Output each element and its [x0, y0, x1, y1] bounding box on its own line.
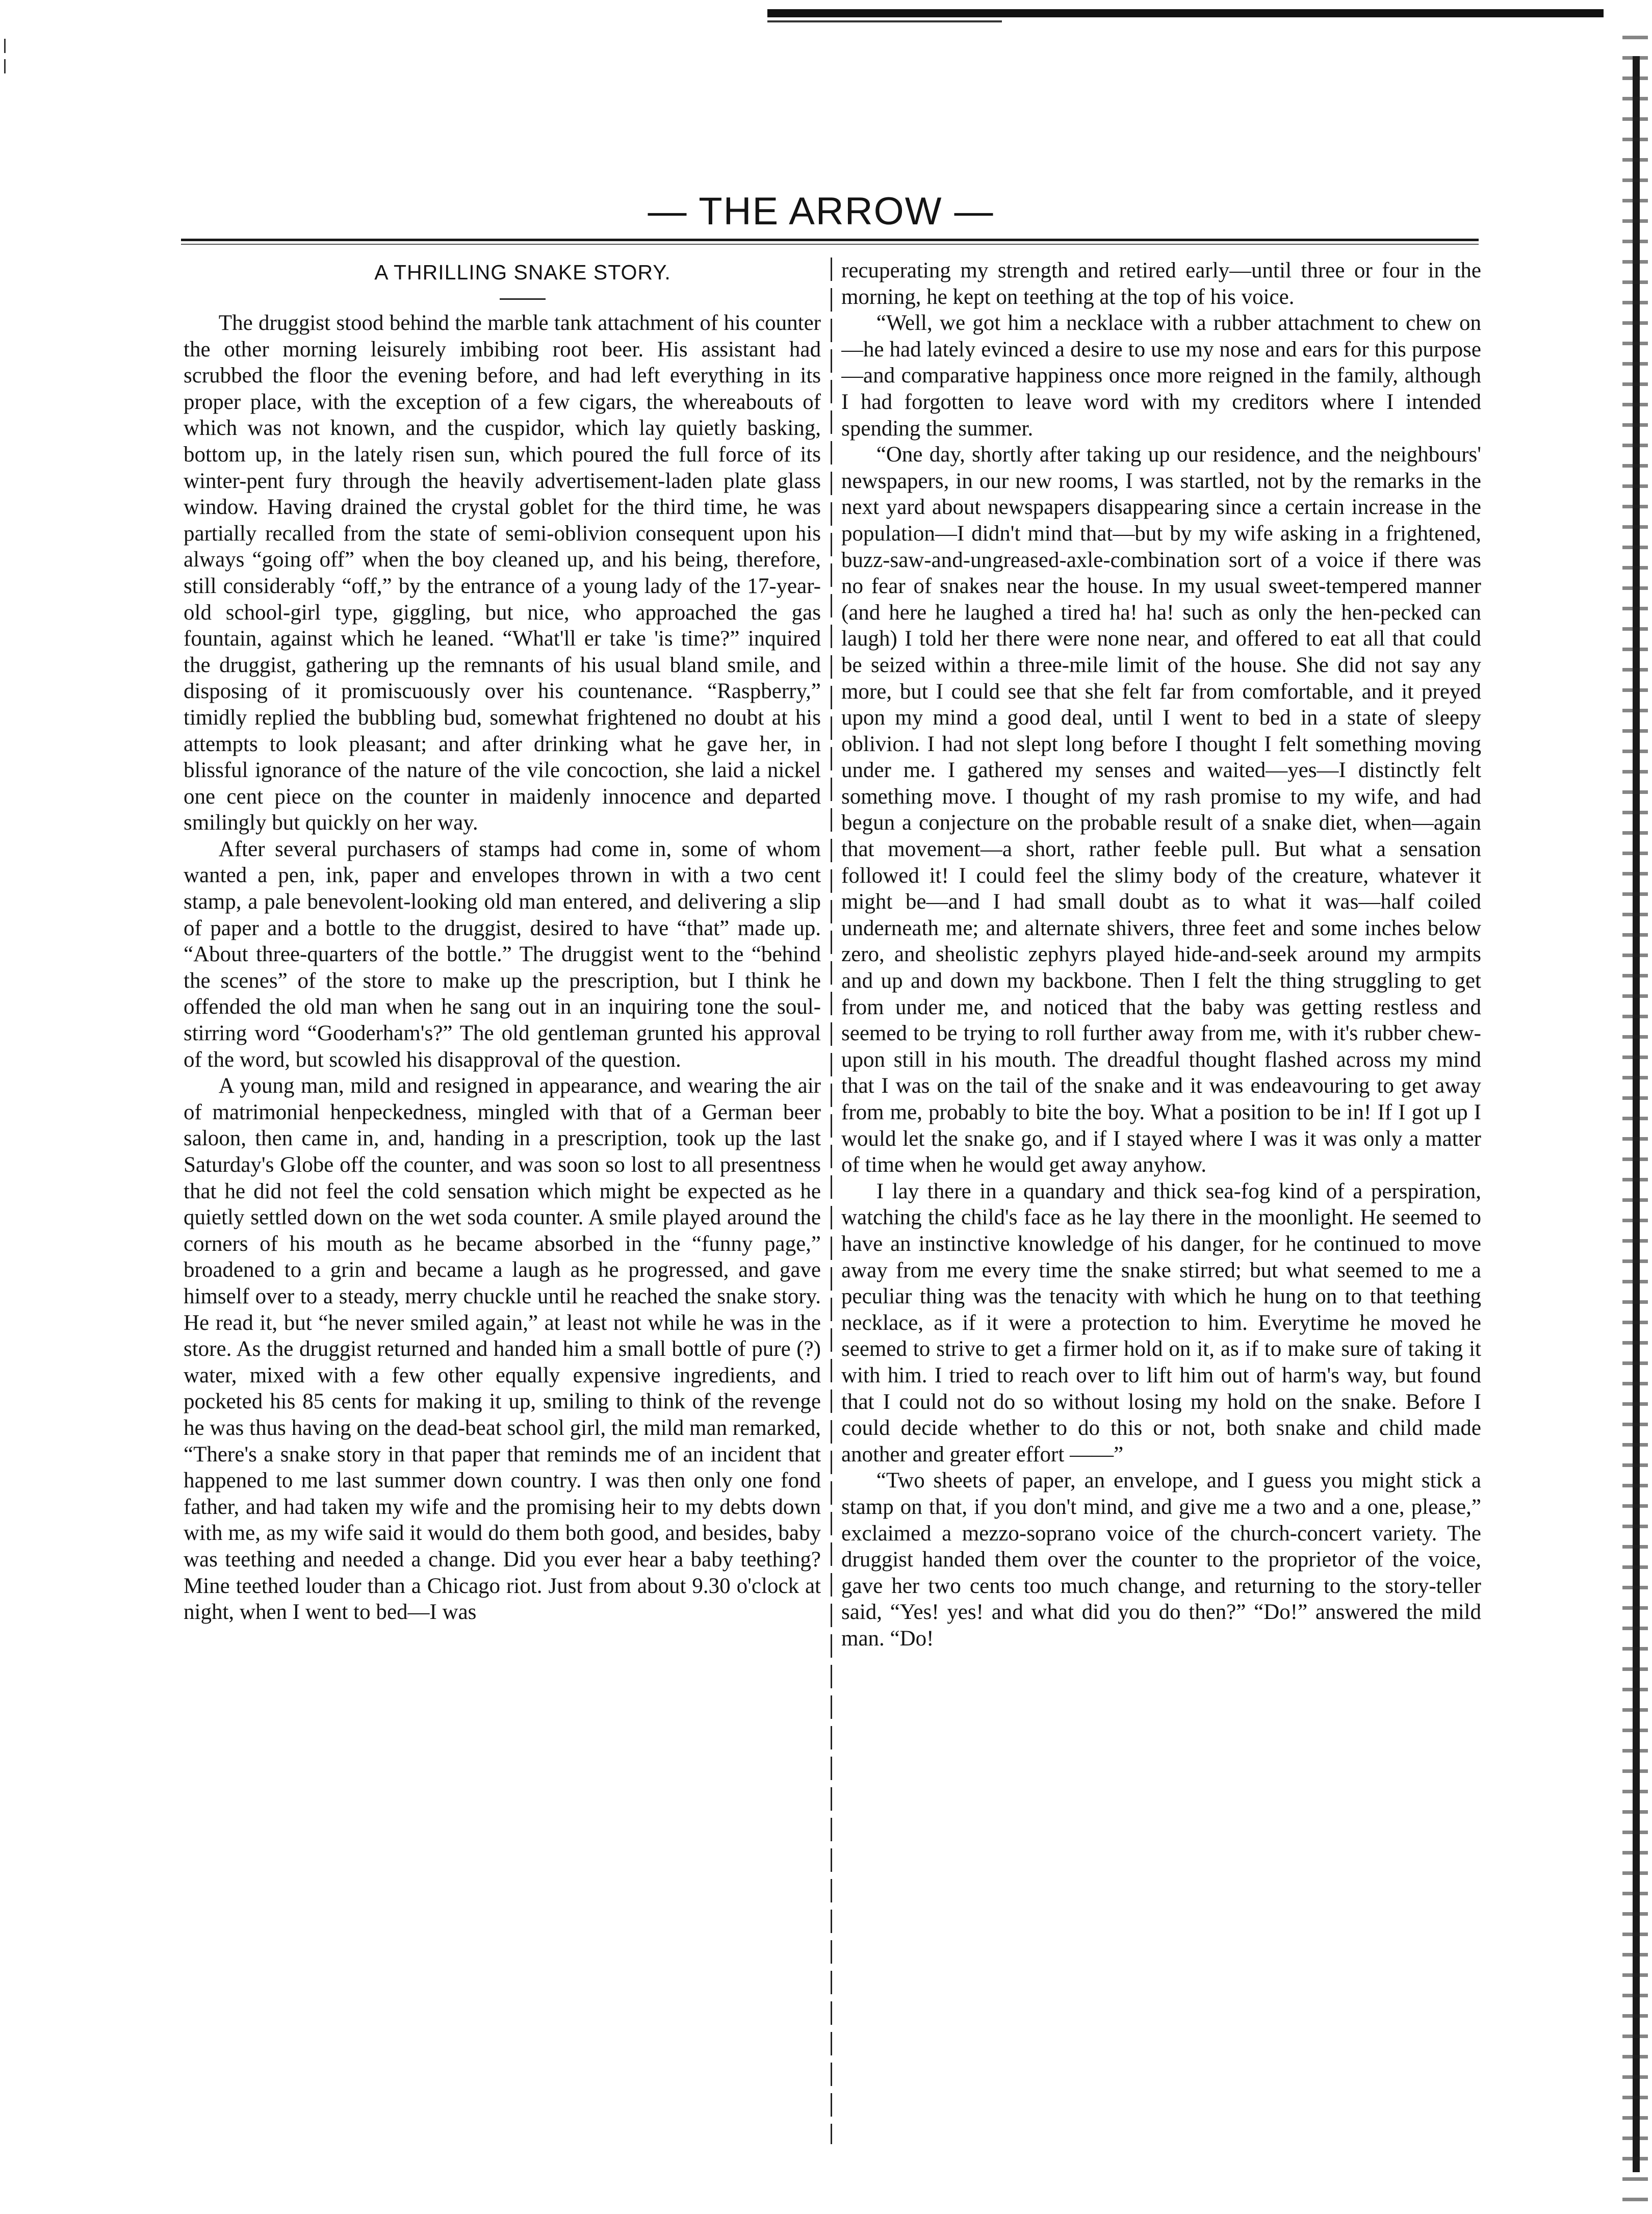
left-column: [184, 258, 821, 2139]
edge-marks: [4, 36, 7, 87]
right-column: [841, 258, 1481, 2139]
running-title: — THE ARROW —: [648, 190, 994, 233]
paragraph: After several purchasers of stamps had come in, some of whom wanted a pen, ink, paper and envelopes thrown in with a two cent stamp, a pale benevolent-looking old man entered, and delivering a slip of paper and a bottle to the druggist, desired to have “that” made up. “About three-quarters of the bottle.” The druggist went to the “behind the scenes” of the store to make up the prescription, but I think he offended the old man when he sang out in an inquiring tone the soul-stirring word “Gooderham's?” The old gentleman grunted his approval of the word, but scowled his disapproval of the question.: [184, 837, 821, 1072]
running-header: [184, 184, 1458, 240]
top-rule-thin: [767, 20, 1002, 22]
paragraph: “Two sheets of paper, an envelope, and I guess you might stick a stamp on that, if you don't mind, and give me a two and a one, please,” exclaimed a mezzo-soprano voice of the church-concert variety. The druggist handed them over the counter to the proprietor of the voice, gave her two cents too much change, and returning to the story-teller said, “Yes! yes! and what did you do then?” “Do!” answered the mild man. “Do!: [841, 1469, 1481, 1651]
paragraph: The druggist stood behind the marble tank attachment of his counter the other morning leisurely imbibing root beer. His assistant had scrubbed the floor the evening before, and had left everything in its proper place, with the exception of a few cigars, the whereabouts of which was not known, and the cuspidor, which lay quietly basking, bottom up, in the lately risen sun, which poured the full force of its winter-pent fury through the heavily advertisement-laden plate glass window. Having drained the crystal goblet for the third time, he was partially recalled from the state of semi-oblivion consequent upon his always “going off” when the boy cleaned up, and his being, therefore, still considerably “off,” by the entrance of a young lady of the 17-year-old school-girl type, giggling, but nice, who approached the gas fountain, against which he leaned. “What'll er take 'is time?” inquired the druggist, gathering up the remnants of his usual bland smile, and disposing of it promiscuously over his countenance. “Raspberry,” timidly replied the bubbling bud, somewhat frightened no doubt at his attempts to look pleasant; and after drinking what he gave her, in blissful ignorance of the nature of the vile concoction, she laid a nickel one cent piece on the counter in maidenly innocence and departed smilingly but quickly on her way.: [184, 311, 821, 835]
article-title: A THRILLING SNAKE STORY.: [374, 261, 671, 284]
paragraph: A young man, mild and resigned in appearance, and wearing the air of matrimonial henpeckedness, mingled with that of a German beer saloon, then came in, and, handing in a prescription, took up the last Saturday's Globe off the counter, and was soon so lost to all presentness that he did not feel the cold sensation which might be expected as he quietly settled down on the wet soda counter. A smile played around the corners of his mouth as he became absorbed in the “funny page,” broadened to a grin and became a laugh as he progressed, and gave himself over to a steady, merry chuckle until he reached the snake story. He read it, but “he never smiled again,” at least not while he was in the store. As the druggist returned and handed him a small bottle of pure (?) water, mixed with a few other equally expensive ingredients, and pocketed his 85 cents for making it up, smiling to think of the revenge he was thus having on the dead-beat school girl, the mild man remarked, “There's a snake story in that paper that reminds me of an incident that happened to me last summer down country. I was then only one fond father, and had taken my wife and the promising heir to my debts down with me, as my wife said it would do them both good, and besides, baby was teething and needed a change. Did you ever hear a baby teething? Mine teethed louder than a Chicago riot. Just from about 9.30 o'clock at night, when I went to bed—I was: [184, 1074, 821, 1625]
title-divider: [500, 298, 546, 300]
paragraph-continued: recuperating my strength and retired early—until three or four in the morning, he kept on teething at the top of his voice.: [841, 259, 1481, 309]
binding-texture: [1622, 36, 1648, 2213]
header-rule-thin: [181, 244, 1479, 245]
header-rule: [181, 239, 1479, 241]
column-divider: [831, 258, 832, 2144]
paragraph: I lay there in a quandary and thick sea-fog kind of a perspiration, watching the child's face as he lay there in the moonlight. He seemed to have an instinctive knowledge of his danger, for he continued to move away from me every time the snake stirred; but what seemed to me a peculiar thing was the tenacity with which he hung on to that teething necklace, as if it were a protection to him. Everytime he moved he seemed to strive to get a firmer hold on it, as if to make sure of taking it with him. I tried to reach over to lift him out of harm's way, but found that I could not do so without losing my hold on the snake. Before I could decide whether to do this or not, both snake and child made another and greater effort ——”: [841, 1179, 1481, 1466]
paragraph: “Well, we got him a necklace with a rubber attachment to chew on—he had lately evinced a desire to use my nose and ears for this purpose—and comparative happiness once more reigned in the family, although I had forgotten to leave word with my creditors where I intended spending the summer.: [841, 311, 1481, 441]
paragraph: “One day, shortly after taking up our residence, and the neighbours' newspapers, in our new rooms, I was startled, not by the remarks in the next yard about newspapers disappearing since a certain increase in the population—I didn't mind that—but by my wife asking in a frightened, buzz-saw-and-ungreased-axle-combination sort of a voice if there was no fear of snakes near the house. In my usual sweet-tempered manner (and here he laughed a tired ha! ha! such as only the hen-pecked can laugh) I told her there were none near, and offered to eat all that could be seized within a three-mile limit of the house. She did not say any more, but I could see that she felt far from comfortable, and it preyed upon my mind a good deal, until I went to bed in a state of sleepy oblivion. I had not slept long before I thought I felt something moving under me. I gathered my senses and waited—yes—I distinctly felt something move. I thought of my rash promise to my wife, and had begun a conjecture on the probable result of a snake diet, when—again that movement—a short, rather feeble pull. But what a sensation followed it! I could feel the slimy body of the creature, whatever it might be—and I had small doubt as to what it was—half coiled underneath me; and alternate shivers, three feet and some inches below zero, and sheolistic zephyrs played hide-and-seek around my armpits and up and down my backbone. Then I felt the thing struggling to get from under me, and noticed that the baby was getting restless and seemed to be trying to roll further away from me, with it's rubber chew-upon still in his mouth. The dreadful thought flashed across my mind that I was on the tail of the snake and it was endeavouring to get away from me, probably to bite the boy. What a position to be in! If I got up I would let the snake go, and if I stayed where I was it was only a matter of time when he would get away anyhow.: [841, 443, 1481, 1177]
top-rule: [767, 9, 1604, 17]
